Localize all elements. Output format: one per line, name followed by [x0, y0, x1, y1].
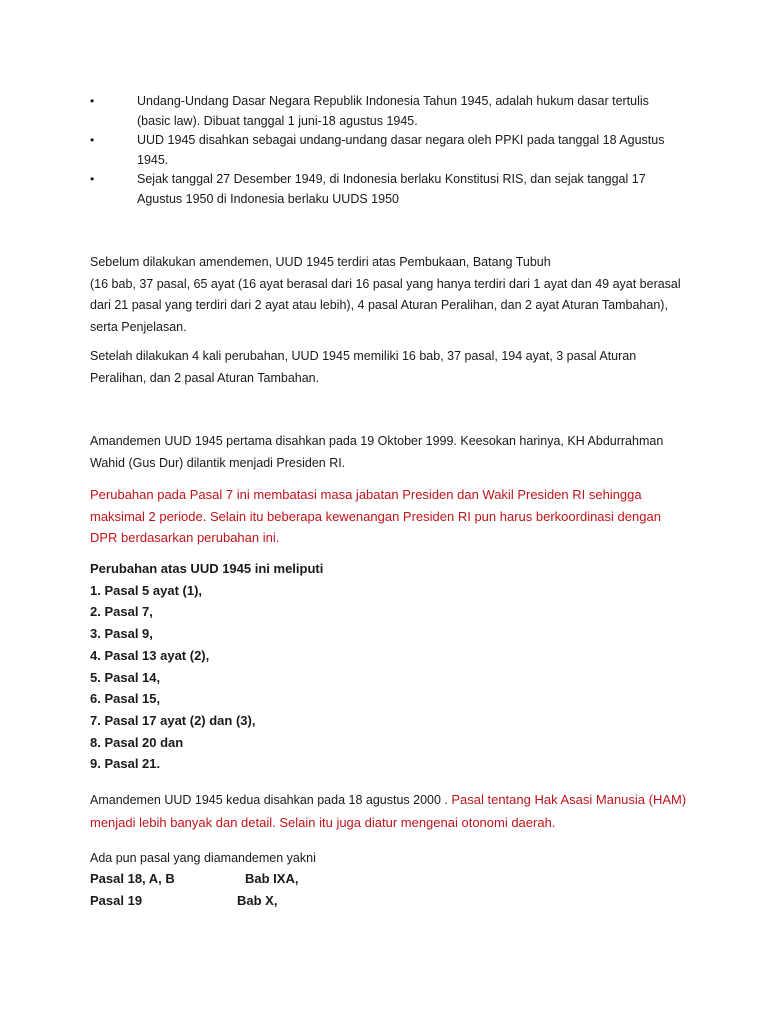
- bullet-icon: •: [90, 94, 95, 108]
- pasal-label: Pasal 19: [90, 893, 143, 908]
- bullet-icon: •: [90, 172, 95, 186]
- text-black: Amandemen UUD 1945 kedua disahkan pada 18 agustus 2000 .: [90, 793, 452, 807]
- text-line: serta Penjelasan.: [90, 319, 187, 334]
- text-line: Perubahan pada Pasal 7 ini membatasi masa jabatan Presiden dan Wakil Presiden RI sehingga: [90, 487, 642, 502]
- text-line: Sebelum dilakukan amendemen, UUD 1945 terdiri atas Pembukaan, Batang Tubuh: [90, 255, 551, 269]
- text-line: dari 21 pasal yang terdiri dari 2 ayat atau lebih), 4 pasal Aturan Peralihan, dan 2 ayat Aturan Tambahan),: [90, 298, 668, 312]
- bullet-text-line: Sejak tanggal 27 Desember 1949, di Indonesia berlaku Konstitusi RIS, dan sejak tanggal 17: [137, 172, 646, 186]
- list-item: 4. Pasal 13 ayat (2),: [90, 647, 210, 663]
- bullet-text-line: UUD 1945 disahkan sebagai undang-undang dasar negara oleh PPKI pada tanggal 18 Agustus: [137, 133, 665, 147]
- list-heading: Perubahan atas UUD 1945 ini meliputi: [90, 561, 324, 576]
- bullet-text-line: 1945.: [137, 152, 169, 167]
- text-line: Setelah dilakukan 4 kali perubahan, UUD 1945 memiliki 16 bab, 37 pasal, 194 ayat, 3 pasal Aturan: [90, 349, 637, 363]
- bab-label: Bab IXA,: [245, 871, 299, 886]
- list-item: 8. Pasal 20 dan: [90, 734, 184, 750]
- text-line: menjadi lebih banyak dan detail. Selain itu juga diatur mengenai otonomi daerah.: [90, 814, 556, 830]
- bullet-item: [0, 170, 768, 209]
- paragraph-amandemen-kedua: [90, 789, 690, 833]
- list-item: 5. Pasal 14,: [90, 669, 161, 685]
- text-line: [90, 789, 690, 812]
- pasal-change-list: [90, 558, 690, 775]
- bullet-text-line: (basic law). Dibuat tanggal 1 juni-18 agustus 1945.: [137, 113, 418, 128]
- list-item: 6. Pasal 15,: [90, 691, 161, 707]
- list-item: 3. Pasal 9,: [90, 626, 153, 642]
- pasal-bab-row: [90, 893, 278, 908]
- text-line: Ada pun pasal yang diamandemen yakni: [90, 851, 316, 865]
- paragraph-perubahan-pasal-7: [90, 484, 690, 549]
- text-line: (16 bab, 37 pasal, 65 ayat (16 ayat berasal dari 16 pasal yang hanya terdiri dari 1 ayat dan 49 ayat berasal: [90, 276, 681, 291]
- bab-label: Bab X,: [237, 893, 278, 908]
- pasal-bab-row: [90, 871, 299, 886]
- text-line: maksimal 2 periode. Selain itu beberapa kewenangan Presiden RI pun harus berkoordinasi dengan: [90, 508, 661, 524]
- bullet-item: [0, 92, 768, 131]
- list-item: 9. Pasal 21.: [90, 756, 161, 772]
- bullet-text-line: Agustus 1950 di Indonesia berlaku UUDS 1950: [137, 191, 399, 206]
- paragraph-adapun: [90, 848, 690, 870]
- bullet-list: [0, 92, 768, 209]
- paragraph-setelah-perubahan: [90, 346, 690, 389]
- pasal-label: Pasal 18, A, B: [90, 871, 175, 886]
- list-item: 7. Pasal 17 ayat (2) dan (3),: [90, 712, 256, 728]
- text-line: Wahid (Gus Dur) dilantik menjadi Presiden RI.: [90, 455, 346, 470]
- bullet-icon: •: [90, 133, 95, 147]
- text-line: Amandemen UUD 1945 pertama disahkan pada 19 Oktober 1999. Keesokan harinya, KH Abdurrahman: [90, 434, 664, 448]
- paragraph-amandemen-pertama: [90, 431, 690, 474]
- text-red: Pasal tentang Hak Asasi Manusia (HAM): [451, 792, 687, 807]
- text-line: Peralihan, dan 2 pasal Aturan Tambahan.: [90, 370, 320, 385]
- list-item: 2. Pasal 7,: [90, 604, 153, 620]
- paragraph-sebelum-amandemen: [90, 252, 690, 338]
- bullet-item: [0, 131, 768, 170]
- bullet-text-line: Undang-Undang Dasar Negara Republik Indonesia Tahun 1945, adalah hukum dasar tertulis: [137, 94, 649, 108]
- list-item: 1. Pasal 5 ayat (1),: [90, 582, 203, 598]
- text-line: DPR berdasarkan perubahan ini.: [90, 530, 280, 545]
